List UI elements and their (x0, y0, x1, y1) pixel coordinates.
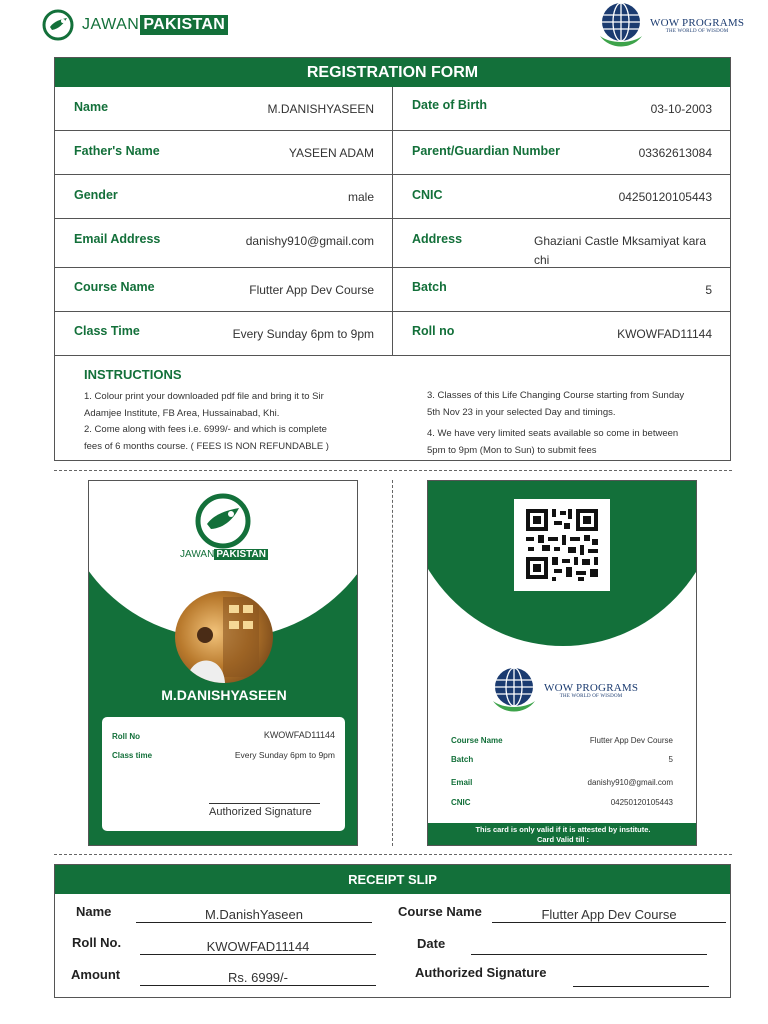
receipt-course-value: Flutter App Dev Course (492, 903, 726, 923)
jawan-pakistan-wordmark: JAWAN PAKISTAN (82, 15, 228, 35)
student-name: M.DANISHYASEEN (161, 687, 287, 703)
receipt-signature-label: Authorized Signature (415, 965, 547, 980)
card-email-label: Email (451, 778, 473, 787)
form-row (55, 268, 730, 312)
receipt-roll-label: Roll No. (72, 935, 122, 950)
cnic-label: CNIC (412, 188, 443, 202)
receipt-name-label: Name (76, 904, 112, 919)
card-back-brand-tagline: THE WORLD OF WISDOM (559, 693, 623, 699)
wow-programs-tagline: THE WORLD OF WISDOM (665, 28, 729, 34)
gender-value: male (347, 190, 374, 204)
card-batch-label: Batch (451, 755, 474, 764)
card-batch-value: 5 (668, 755, 673, 764)
class-time-value: Every Sunday 6pm to 9pm (232, 327, 374, 341)
form-row (55, 87, 730, 131)
jawan-pakistan-emblem-icon (193, 493, 253, 549)
address-value: Ghaziani Castle Mksamiyat kara chi (534, 234, 707, 267)
receipt-course-label: Course Name (398, 904, 482, 919)
signature-line (209, 803, 320, 804)
receipt-roll-value: KWOWFAD11144 (140, 935, 376, 955)
batch-label: Batch (412, 280, 447, 294)
instructions-right: 3. Classes of this Life Changing Course starting from Sunday 5th Nov 23 in your selected Day and timings. 4. We have very limited seats available so come in between 5pm to 9pm (Mon to Sun) to submit fees (427, 390, 685, 456)
name-label: Name (74, 100, 109, 114)
course-name-label: Course Name (74, 280, 155, 294)
registration-form (54, 57, 731, 461)
card-classtime-value: Every Sunday 6pm to 9pm (234, 750, 335, 760)
receipt-title: RECEIPT SLIP (55, 865, 730, 894)
card-roll-value: KWOWFAD11144 (263, 730, 335, 740)
father-name-value: YASEEN ADAM (288, 146, 374, 160)
form-row (55, 312, 730, 356)
card-validity-footer: This card is only valid if it is attested by institute. Card Valid till : (428, 823, 697, 846)
registration-form-title: REGISTRATION FORM (55, 58, 730, 87)
guardian-number-value: 03362613084 (638, 146, 712, 160)
name-value: M.DANISHYASEEN (267, 102, 374, 116)
globe-icon (596, 0, 646, 50)
batch-value: 5 (705, 283, 712, 297)
receipt-amount-value: Rs. 6999/- (140, 966, 376, 986)
card-back-brand-title: WOW PROGRAMS (544, 681, 639, 694)
student-photo (175, 591, 273, 683)
jawan-pakistan-logo (42, 8, 242, 42)
course-name-value: Flutter App Dev Course (249, 283, 374, 297)
cut-line-middle (392, 480, 393, 846)
class-time-label: Class Time (74, 324, 140, 338)
receipt-slip (54, 864, 731, 998)
card-roll-label: Roll No (112, 732, 140, 741)
email-label: Email Address (74, 232, 161, 246)
id-card-back (427, 480, 697, 846)
form-row (55, 219, 730, 268)
card-back-brand (488, 665, 638, 715)
wow-programs-logo (596, 0, 756, 50)
guardian-number-label: Parent/Guardian Number (412, 144, 560, 158)
email-value: danishy910@gmail.com (245, 234, 374, 248)
jawan-pakistan-emblem-icon (42, 9, 74, 41)
authorized-signature-label: Authorized Signature (209, 806, 312, 818)
id-card-front (88, 480, 358, 846)
gender-label: Gender (74, 188, 118, 202)
form-row (55, 131, 730, 175)
receipt-name-value: M.DanishYaseen (136, 903, 372, 923)
dob-value: 03-10-2003 (650, 102, 712, 116)
cut-line-bottom (54, 854, 732, 855)
card-front-details (102, 717, 345, 831)
card-email-value: danishy910@gmail.com (587, 778, 673, 787)
father-name-label: Father's Name (74, 144, 160, 158)
wow-programs-title: WOW PROGRAMS (650, 16, 745, 29)
roll-no-label: Roll no (412, 324, 455, 338)
instructions-title: INSTRUCTIONS (84, 367, 182, 382)
receipt-date-field (471, 935, 707, 955)
card-course-label: Course Name (451, 736, 503, 745)
cut-line-top (54, 470, 732, 471)
form-row (55, 175, 730, 219)
card-cnic-value: 04250120105443 (610, 798, 673, 807)
globe-icon (488, 665, 540, 715)
card-front-wordmark: JAWAN PAKISTAN (180, 549, 266, 560)
card-cnic-label: CNIC (451, 798, 471, 807)
qr-code (514, 499, 610, 591)
instructions-left: 1. Colour print your downloaded pdf file and bring it to Sir Adamjee Institute, FB Area, Hussainabad, Khi. 2. Come along with fees i.e. 6999/- and which is complete fees of 6 months course. ( FEES IS NON REFUNDABLE ) (84, 391, 329, 452)
receipt-signature-field (573, 967, 709, 987)
address-label: Address (412, 232, 463, 246)
cnic-value: 04250120105443 (618, 190, 712, 204)
roll-no-value: KWOWFAD11144 (617, 327, 712, 341)
card-course-value: Flutter App Dev Course (589, 736, 673, 745)
receipt-amount-label: Amount (71, 967, 121, 982)
dob-label: Date of Birth (412, 98, 487, 112)
card-classtime-label: Class time (112, 751, 153, 760)
receipt-date-label: Date (417, 936, 446, 951)
